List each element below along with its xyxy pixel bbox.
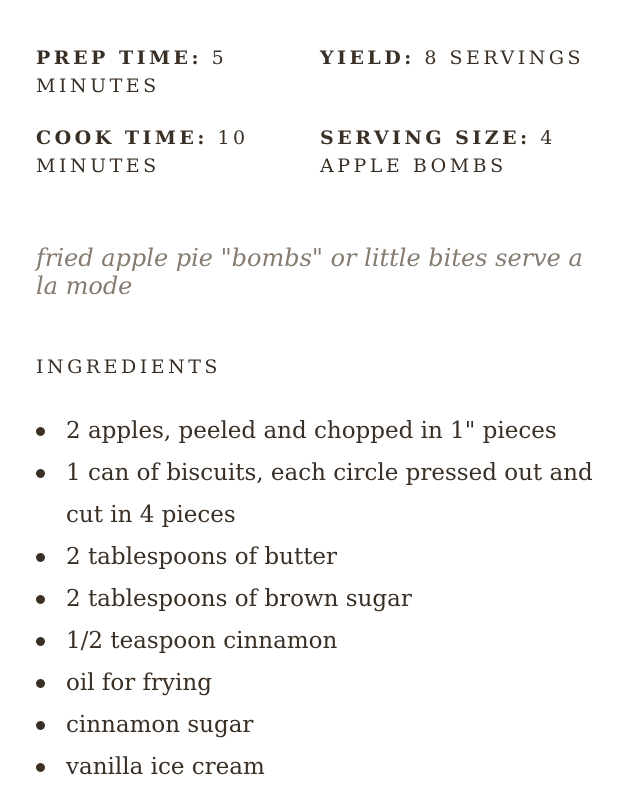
recipe-summary: fried apple pie "bombs" or little bites serve a la mode	[36, 244, 583, 300]
yield-label: YIELD:	[320, 47, 415, 69]
bullet-icon	[36, 763, 45, 772]
ingredient-item	[36, 536, 596, 578]
bullet-icon	[36, 595, 45, 604]
bullet-icon	[36, 637, 45, 646]
ingredient-item	[36, 410, 596, 452]
ingredients-heading: INGREDIENTS	[36, 356, 221, 378]
ingredient-item	[36, 746, 596, 788]
ingredient-text: 2 apples, peeled and chopped in 1" pieces	[66, 418, 557, 444]
bullet-icon	[36, 427, 45, 436]
ingredient-text: 2 tablespoons of butter	[66, 544, 338, 570]
ingredient-item	[36, 452, 596, 536]
serving-size	[320, 124, 620, 180]
prep-time-value: 5 MINUTES	[36, 47, 228, 97]
ingredients-list	[36, 410, 596, 788]
ingredient-text: oil for frying	[66, 670, 212, 696]
prep-time-label: PREP TIME:	[36, 47, 203, 69]
prep-time	[36, 44, 306, 100]
yield	[320, 44, 590, 72]
cook-time	[36, 124, 306, 180]
ingredient-text: 1 can of biscuits, each circle pressed out and cut in 4 pieces	[66, 460, 593, 528]
serving-size-label: SERVING SIZE:	[320, 127, 531, 149]
ingredient-text: 1/2 teaspoon cinnamon	[66, 628, 338, 654]
ingredient-text: 2 tablespoons of brown sugar	[66, 586, 412, 612]
ingredient-item	[36, 662, 596, 704]
bullet-icon	[36, 553, 45, 562]
ingredient-text: vanilla ice cream	[66, 754, 265, 780]
bullet-icon	[36, 469, 45, 478]
cook-time-label: COOK TIME:	[36, 127, 208, 149]
bullet-icon	[36, 721, 45, 730]
ingredient-text: cinnamon sugar	[66, 712, 254, 738]
ingredient-item	[36, 620, 596, 662]
ingredient-item	[36, 704, 596, 746]
bullet-icon	[36, 679, 45, 688]
yield-value: 8 SERVINGS	[424, 47, 585, 69]
ingredient-item	[36, 578, 596, 620]
serving-size-value: 4 APPLE BOMBS	[320, 127, 556, 177]
cook-time-value: 10 MINUTES	[36, 127, 249, 177]
